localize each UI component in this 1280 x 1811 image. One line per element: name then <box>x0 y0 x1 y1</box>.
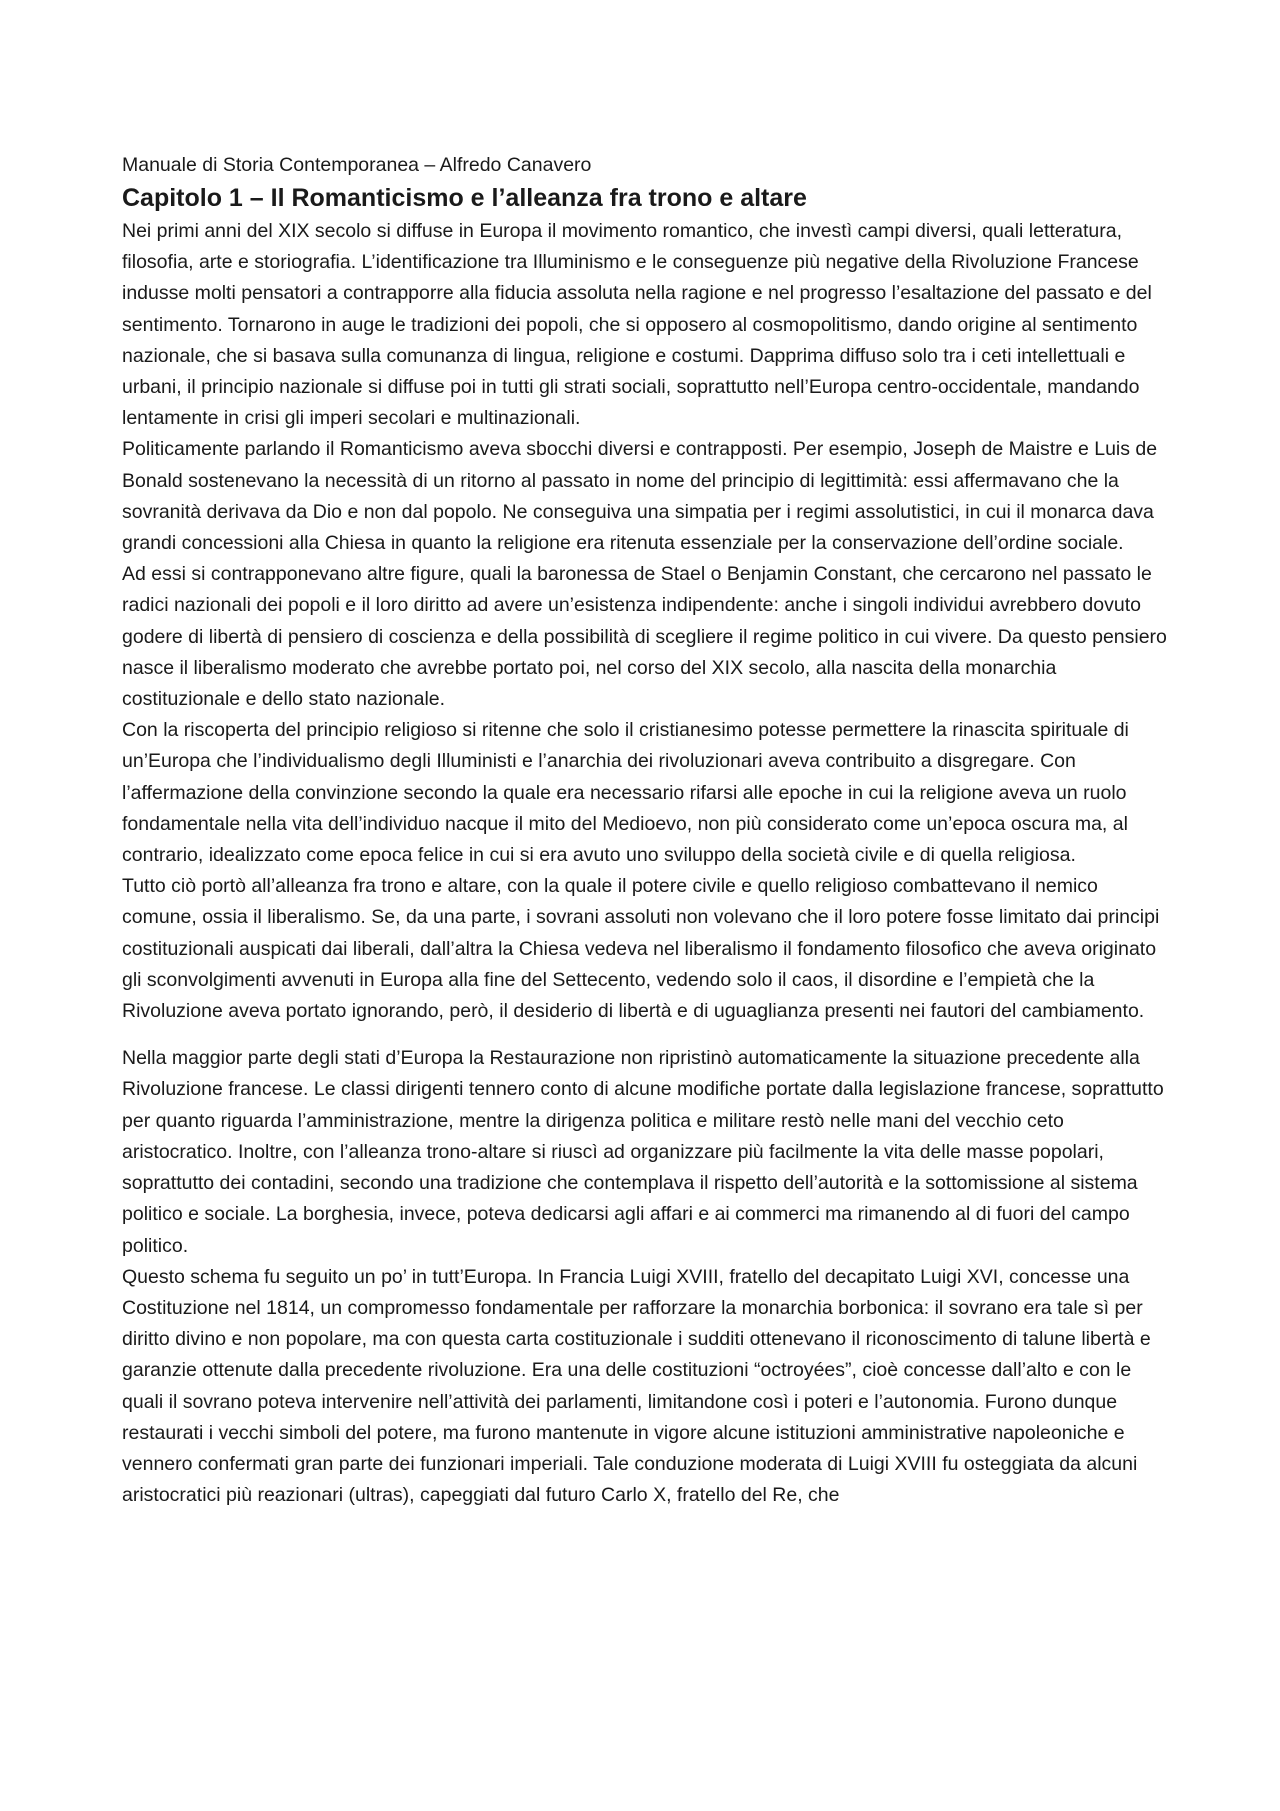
paragraph-france-luigi-xviii: Questo schema fu seguito un po’ in tutt’Europa. In Francia Luigi XVIII, fratello del decapitato Luigi XVI, concesse una Costituzione nel 1814, un compromesso fondamentale per rafforzare la monarchia borbonica: il sovrano era tale sì per diritto divino e non popolare, ma con questa carta costituzionale i sudditi ottenevano il riconoscimento di talune libertà e garanzie ottenute dalla precedente rivoluzione. Era una delle costituzioni “octroyées”, cioè concesse dall’alto e con le quali il sovrano poteva intervenire nell’attività dei parlamenti, limitandone così i poteri e l’autonomia. Furono dunque restaurati i vecchi simboli del potere, ma furono mantenute in vigore alcune istituzioni amministrative napoleoniche e vennero confermati gran parte dei funzionari imperiali. Tale conduzione moderata di Luigi XVIII fu osteggiata da alcuni aristocratici più reazionari (ultras), capeggiati dal futuro Carlo X, fratello del Re, che <box>122 1265 1151 1507</box>
paragraph-liberal-figures: Ad essi si contrapponevano altre figure, quali la baronessa de Stael o Benjamin Constant, che cercarono nel passato le radici nazionali dei popoli e il loro diritto ad avere un’esistenza indipendente: anche i singoli individui avrebbero dovuto godere di libertà di pensiero di coscienza e della possibilità di scegliere il regime politico in cui vivere. Da questo pensiero nasce il liberalismo moderato che avrebbe portato poi, nel corso del XIX secolo, alla nascita della monarchia costituzionale e dello stato nazionale. <box>122 563 1167 711</box>
source-header: Manuale di Storia Contemporanea – Alfredo Canavero <box>122 154 592 176</box>
paragraph-restoration: Nella maggior parte degli stati d’Europa la Restaurazione non ripristinò automaticamente la situazione precedente alla Rivoluzione francese. Le classi dirigenti tennero conto di alcune modifiche portate dalla legislazione francese, soprattutto per quanto riguarda l’amministrazione, mentre la dirigenza politica e militare restò nelle mani del vecchio ceto aristocratico. Inoltre, con l’alleanza trono-altare si riuscì ad organizzare più facilmente la vita delle masse popolari, soprattutto dei contadini, secondo una tradizione che contemplava il rispetto dell’autorità e la sottomissione al sistema politico e sociale. La borghesia, invece, poteva dedicarsi agli affari e ai commerci ma rimanendo al di fuori del campo politico. <box>122 1047 1164 1257</box>
paragraph-religious-principle: Con la riscoperta del principio religioso si ritenne che solo il cristianesimo potesse permettere la rinascita spirituale di un’Europa che l’individualismo degli Illuministi e l’anarchia dei rivoluzionari aveva contribuito a disgregare. Con l’affermazione della convinzione secondo la quale era necessario rifarsi alle epoche in cui la religione aveva un ruolo fondamentale nella vita dell’individuo nacque il mito del Medioevo, non più considerato come un’epoca oscura ma, al contrario, idealizzato come epoca felice in cui si era avuto uno sviluppo della società civile e di quella religiosa. <box>122 719 1129 867</box>
document-page <box>122 150 1172 1511</box>
paragraph-throne-altar-alliance: Tutto ciò portò all’alleanza fra trono e altare, con la quale il potere civile e quello religioso combattevano il nemico comune, ossia il liberalismo. Se, da una parte, i sovrani assoluti non volevano che il loro potere fosse limitato dai principi costituzionali auspicati dai liberali, dall’altra la Chiesa vedeva nel liberalismo il fondamento filosofico che aveva originato gli sconvolgimenti avvenuti in Europa alla fine del Settecento, vedendo solo il caos, il disordine e l’empietà che la Rivoluzione aveva portato ignorando, però, il desiderio di libertà e di uguaglianza presenti nei fautori del cambiamento. <box>122 875 1160 1023</box>
paragraph-romanticism-intro: Nei primi anni del XIX secolo si diffuse in Europa il movimento romantico, che investì campi diversi, quali letteratura, filosofia, arte e storiografia. L’identificazione tra Illuminismo e le conseguenze più negative della Rivoluzione Francese indusse molti pensatori a contrapporre alla fiducia assoluta nella ragione e nel progresso l’esaltazione del passato e del sentimento. Tornarono in auge le tradizioni dei popoli, che si opposero al cosmopolitismo, dando origine al sentimento nazionale, che si basava sulla comunanza di lingua, religione e costumi. Dapprima diffuso solo tra i ceti intellettuali e urbani, il principio nazionale si diffuse poi in tutti gli strati sociali, soprattutto nell’Europa centro-occidentale, mandando lentamente in crisi gli imperi secolari e multinazionali. <box>122 220 1152 430</box>
chapter-title: Capitolo 1 – Il Romanticismo e l’alleanza fra trono e altare <box>122 184 807 212</box>
paragraph-political-outlets: Politicamente parlando il Romanticismo aveva sbocchi diversi e contrapposti. Per esempio, Joseph de Maistre e Luis de Bonald sostenevano la necessità di un ritorno al passato in nome del principio di legittimità: essi affermavano che la sovranità derivava da Dio e non dal popolo. Ne conseguiva una simpatia per i regimi assolutistici, in cui il monarca dava grandi concessioni alla Chiesa in quanto la religione era ritenuta essenziale per la conservazione dell’ordine sociale. <box>122 438 1158 555</box>
